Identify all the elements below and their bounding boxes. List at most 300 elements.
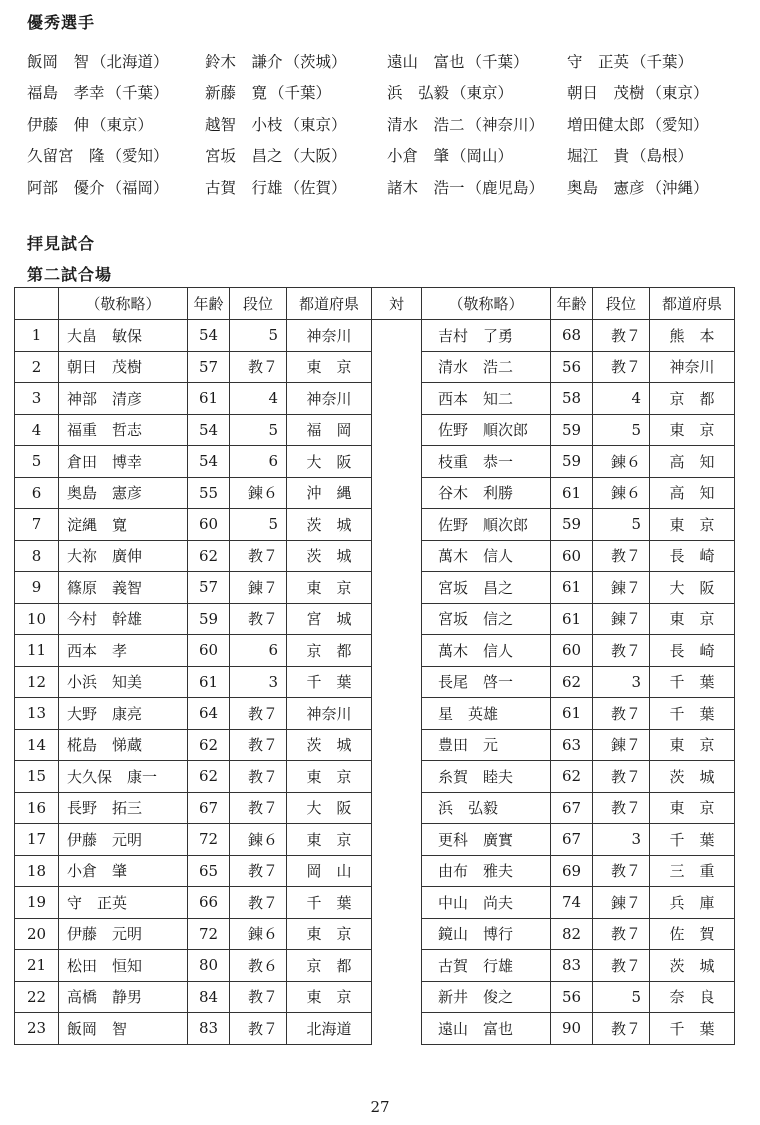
player-name: 清水 浩二 [387, 115, 465, 134]
header-name: （敬称略） [59, 288, 188, 320]
player-name: 長野 拓三 [59, 792, 188, 824]
excellent-players-list [27, 45, 747, 203]
header-rank-opponent: 段位 [593, 288, 650, 320]
table-row [15, 351, 735, 383]
vs-column [372, 824, 422, 856]
player-prefecture: （愛知） [646, 115, 709, 134]
opponent-rank: 教７ [593, 855, 650, 887]
player-name: 増田健太郎 [567, 115, 645, 134]
match-number: 7 [15, 509, 59, 541]
opponent-name: 由布 雅夫 [422, 855, 551, 887]
player-rank: 3 [230, 666, 287, 698]
player-prefecture: 宮 城 [287, 603, 372, 635]
opponent-age: 61 [551, 477, 593, 509]
player-prefecture: （千葉） [466, 52, 529, 71]
match-number: 4 [15, 414, 59, 446]
table-row [15, 320, 735, 352]
player-name: 阿部 優介 [27, 178, 105, 197]
player-prefecture: 茨 城 [287, 509, 372, 541]
opponent-age: 62 [551, 666, 593, 698]
player-prefecture: （佐賀） [284, 178, 347, 197]
player-name: 守 正英 [567, 52, 630, 71]
player-prefecture: 神奈川 [287, 698, 372, 730]
opponent-prefecture: 高 知 [650, 446, 735, 478]
player-age: 84 [188, 981, 230, 1013]
match-number: 18 [15, 855, 59, 887]
player-row [27, 77, 747, 109]
player-name: 福重 哲志 [59, 414, 188, 446]
match-number: 11 [15, 635, 59, 667]
opponent-prefecture: 三 重 [650, 855, 735, 887]
table-row [15, 383, 735, 415]
vs-column [372, 509, 422, 541]
player-name: 朝日 茂樹 [59, 351, 188, 383]
opponent-prefecture: 高 知 [650, 477, 735, 509]
player-rank: 教７ [230, 540, 287, 572]
player-prefecture: 茨 城 [287, 540, 372, 572]
player-name: 神部 清彦 [59, 383, 188, 415]
excellent-players-title: 優秀選手 [27, 13, 96, 32]
opponent-age: 82 [551, 918, 593, 950]
player-age: 65 [188, 855, 230, 887]
player-prefecture: 東 京 [287, 351, 372, 383]
player-age: 57 [188, 572, 230, 604]
table-row [15, 635, 735, 667]
player-row [27, 45, 747, 77]
player-name: 奥島 憲彦 [59, 477, 188, 509]
vs-column [372, 887, 422, 919]
match-number: 22 [15, 981, 59, 1013]
opponent-age: 61 [551, 603, 593, 635]
vs-column [372, 666, 422, 698]
opponent-prefecture: 茨 城 [650, 761, 735, 793]
player-prefecture: （千葉） [106, 84, 169, 103]
player-name: 小浜 知美 [59, 666, 188, 698]
opponent-prefecture: 兵 庫 [650, 887, 735, 919]
player-rank: 教７ [230, 351, 287, 383]
player-age: 60 [188, 509, 230, 541]
opponent-rank: 錬６ [593, 446, 650, 478]
player-age: 62 [188, 761, 230, 793]
player-name: 遠山 富也 [387, 52, 465, 71]
header-prefecture-opponent: 都道府県 [650, 288, 735, 320]
player-age: 54 [188, 446, 230, 478]
player-prefecture: （千葉） [631, 52, 694, 71]
opponent-prefecture: 長 崎 [650, 540, 735, 572]
opponent-name: 佐野 順次郎 [422, 509, 551, 541]
opponent-age: 62 [551, 761, 593, 793]
opponent-rank: 3 [593, 824, 650, 856]
player-rank: 教７ [230, 729, 287, 761]
opponent-prefecture: 東 京 [650, 414, 735, 446]
player-age: 72 [188, 918, 230, 950]
player-entry [205, 81, 387, 103]
opponent-name: 新井 俊之 [422, 981, 551, 1013]
player-name: 伊藤 元明 [59, 824, 188, 856]
vs-column [372, 698, 422, 730]
player-name: 大久保 康一 [59, 761, 188, 793]
opponent-rank: 教７ [593, 698, 650, 730]
vs-column [372, 1013, 422, 1045]
player-prefecture: 千 葉 [287, 887, 372, 919]
opponent-name: 豊田 元 [422, 729, 551, 761]
player-name: 古賀 行雄 [205, 178, 283, 197]
vs-column [372, 950, 422, 982]
opponent-age: 60 [551, 635, 593, 667]
player-prefecture: （神奈川） [466, 115, 545, 134]
opponent-rank: 錬７ [593, 887, 650, 919]
player-row [27, 140, 747, 172]
vs-column [372, 414, 422, 446]
player-age: 55 [188, 477, 230, 509]
player-rank: 錬６ [230, 477, 287, 509]
opponent-prefecture: 奈 良 [650, 981, 735, 1013]
player-prefecture: （東京） [91, 115, 154, 134]
player-prefecture: （鹿児島） [466, 178, 545, 197]
player-rank: 6 [230, 635, 287, 667]
player-prefecture: （島根） [631, 147, 694, 166]
player-name: 松田 恒知 [59, 950, 188, 982]
match-number: 3 [15, 383, 59, 415]
player-name: 今村 幹雄 [59, 603, 188, 635]
opponent-name: 西本 知二 [422, 383, 551, 415]
player-age: 72 [188, 824, 230, 856]
opponent-rank: 錬７ [593, 729, 650, 761]
vs-column [372, 603, 422, 635]
player-name: 堀江 貴 [567, 147, 630, 166]
opponent-name: 浜 弘毅 [422, 792, 551, 824]
match-number: 16 [15, 792, 59, 824]
player-rank: 5 [230, 320, 287, 352]
vs-column [372, 572, 422, 604]
opponent-name: 谷木 利勝 [422, 477, 551, 509]
player-age: 66 [188, 887, 230, 919]
player-rank: 6 [230, 446, 287, 478]
player-name: 小倉 肇 [387, 147, 450, 166]
player-rank: 教７ [230, 761, 287, 793]
player-row [27, 108, 747, 140]
opponent-name: 宮坂 信之 [422, 603, 551, 635]
player-name: 伊藤 元明 [59, 918, 188, 950]
player-prefecture: 沖 縄 [287, 477, 372, 509]
opponent-age: 61 [551, 572, 593, 604]
table-row [15, 792, 735, 824]
player-entry [387, 81, 567, 103]
opponent-rank: 5 [593, 509, 650, 541]
player-entry [27, 176, 205, 198]
player-entry [27, 144, 205, 166]
player-prefecture: 千 葉 [287, 666, 372, 698]
player-name: 久留宮 隆 [27, 147, 105, 166]
opponent-age: 63 [551, 729, 593, 761]
player-prefecture: 神奈川 [287, 383, 372, 415]
player-name: 越智 小枝 [205, 115, 283, 134]
player-rank: 教７ [230, 792, 287, 824]
player-prefecture: 茨 城 [287, 729, 372, 761]
player-name: 椛島 悌蔵 [59, 729, 188, 761]
player-name: 高橋 静男 [59, 981, 188, 1013]
opponent-name: 吉村 了勇 [422, 320, 551, 352]
player-rank: 教７ [230, 1013, 287, 1045]
match-number: 21 [15, 950, 59, 982]
opponent-prefecture: 神奈川 [650, 351, 735, 383]
header-number [15, 288, 59, 320]
opponent-rank: 3 [593, 666, 650, 698]
match-number: 2 [15, 351, 59, 383]
opponent-name: 枝重 恭一 [422, 446, 551, 478]
opponent-name: 中山 尚夫 [422, 887, 551, 919]
vs-column [372, 761, 422, 793]
player-prefecture: 京 都 [287, 950, 372, 982]
table-row [15, 950, 735, 982]
player-age: 60 [188, 635, 230, 667]
vs-column [372, 383, 422, 415]
opponent-prefecture: 熊 本 [650, 320, 735, 352]
player-name: 新藤 寛 [205, 84, 268, 103]
opponent-age: 69 [551, 855, 593, 887]
player-prefecture: 神奈川 [287, 320, 372, 352]
opponent-rank: 教７ [593, 918, 650, 950]
vs-column [372, 351, 422, 383]
opponent-name: 萬木 信人 [422, 540, 551, 572]
table-row [15, 698, 735, 730]
opponent-rank: 4 [593, 383, 650, 415]
match-number: 12 [15, 666, 59, 698]
header-rank: 段位 [230, 288, 287, 320]
player-prefecture: （沖縄） [646, 178, 709, 197]
player-rank: 教７ [230, 603, 287, 635]
player-prefecture: 東 京 [287, 824, 372, 856]
opponent-age: 56 [551, 981, 593, 1013]
opponent-name: 長尾 啓一 [422, 666, 551, 698]
player-prefecture: （東京） [646, 84, 709, 103]
opponent-name: 清水 浩二 [422, 351, 551, 383]
player-age: 62 [188, 540, 230, 572]
opponent-name: 古賀 行雄 [422, 950, 551, 982]
vs-column [372, 477, 422, 509]
player-name: 伊藤 伸 [27, 115, 90, 134]
player-entry [567, 144, 747, 166]
player-age: 64 [188, 698, 230, 730]
opponent-rank: 教７ [593, 320, 650, 352]
table-row [15, 477, 735, 509]
table-row [15, 446, 735, 478]
opponent-rank: 教７ [593, 351, 650, 383]
opponent-name: 佐野 順次郎 [422, 414, 551, 446]
opponent-name: 星 英雄 [422, 698, 551, 730]
player-entry [387, 176, 567, 198]
player-entry [567, 81, 747, 103]
opponent-rank: 錬７ [593, 603, 650, 635]
opponent-rank: 錬７ [593, 572, 650, 604]
player-prefecture: 東 京 [287, 572, 372, 604]
opponent-prefecture: 大 阪 [650, 572, 735, 604]
player-prefecture: （東京） [451, 84, 514, 103]
player-name: 西本 孝 [59, 635, 188, 667]
match-table [14, 287, 735, 1045]
player-name: 大野 康亮 [59, 698, 188, 730]
table-row [15, 572, 735, 604]
match-number: 9 [15, 572, 59, 604]
table-row [15, 729, 735, 761]
vs-column [372, 320, 422, 352]
opponent-prefecture: 佐 賀 [650, 918, 735, 950]
table-row [15, 981, 735, 1013]
opponent-age: 83 [551, 950, 593, 982]
table-row [15, 414, 735, 446]
table-row [15, 666, 735, 698]
opponent-age: 67 [551, 824, 593, 856]
player-entry [27, 50, 205, 72]
player-entry [27, 81, 205, 103]
player-entry [387, 144, 567, 166]
player-entry [205, 176, 387, 198]
opponent-prefecture: 京 都 [650, 383, 735, 415]
player-prefecture: 北海道 [287, 1013, 372, 1045]
opponent-age: 68 [551, 320, 593, 352]
opponent-prefecture: 千 葉 [650, 824, 735, 856]
player-entry [567, 176, 747, 198]
opponent-age: 58 [551, 383, 593, 415]
table-row [15, 918, 735, 950]
player-name: 篠原 義智 [59, 572, 188, 604]
table-header-row [15, 288, 735, 320]
opponent-rank: 教７ [593, 540, 650, 572]
match-number: 19 [15, 887, 59, 919]
vs-column [372, 540, 422, 572]
opponent-prefecture: 千 葉 [650, 1013, 735, 1045]
player-age: 57 [188, 351, 230, 383]
player-name: 倉田 博幸 [59, 446, 188, 478]
player-prefecture: 東 京 [287, 981, 372, 1013]
table-row [15, 855, 735, 887]
player-prefecture: 岡 山 [287, 855, 372, 887]
exhibition-match-title: 拝見試合 [27, 234, 96, 253]
vs-column [372, 918, 422, 950]
match-number: 8 [15, 540, 59, 572]
opponent-prefecture: 茨 城 [650, 950, 735, 982]
opponent-name: 萬木 信人 [422, 635, 551, 667]
player-row [27, 171, 747, 203]
player-name: 諸木 浩一 [387, 178, 465, 197]
player-prefecture: （大阪） [284, 147, 347, 166]
opponent-name: 鏡山 博行 [422, 918, 551, 950]
player-name: 淀縄 寛 [59, 509, 188, 541]
player-prefecture: （岡山） [451, 147, 514, 166]
match-number: 10 [15, 603, 59, 635]
player-name: 奥島 憲彦 [567, 178, 645, 197]
opponent-prefecture: 長 崎 [650, 635, 735, 667]
player-age: 61 [188, 383, 230, 415]
player-rank: 錬７ [230, 572, 287, 604]
player-age: 67 [188, 792, 230, 824]
player-rank: 教７ [230, 855, 287, 887]
match-number: 6 [15, 477, 59, 509]
match-number: 14 [15, 729, 59, 761]
player-rank: 錬６ [230, 918, 287, 950]
player-age: 80 [188, 950, 230, 982]
match-number: 15 [15, 761, 59, 793]
table-row [15, 509, 735, 541]
match-number: 23 [15, 1013, 59, 1045]
match-number: 5 [15, 446, 59, 478]
header-prefecture: 都道府県 [287, 288, 372, 320]
player-prefecture: （福岡） [106, 178, 169, 197]
table-row [15, 761, 735, 793]
second-arena-title: 第二試合場 [27, 265, 113, 284]
vs-column [372, 792, 422, 824]
player-age: 83 [188, 1013, 230, 1045]
player-age: 54 [188, 414, 230, 446]
header-age: 年齢 [188, 288, 230, 320]
opponent-prefecture: 東 京 [650, 792, 735, 824]
opponent-rank: 教７ [593, 792, 650, 824]
player-name: 浜 弘毅 [387, 84, 450, 103]
player-name: 福島 孝幸 [27, 84, 105, 103]
opponent-age: 56 [551, 351, 593, 383]
opponent-age: 67 [551, 792, 593, 824]
player-prefecture: （愛知） [106, 147, 169, 166]
opponent-name: 遠山 富也 [422, 1013, 551, 1045]
opponent-name: 宮坂 昌之 [422, 572, 551, 604]
player-rank: 教７ [230, 698, 287, 730]
player-prefecture: 大 阪 [287, 446, 372, 478]
player-prefecture: （千葉） [269, 84, 332, 103]
player-name: 大畠 敏保 [59, 320, 188, 352]
player-rank: 4 [230, 383, 287, 415]
player-entry [27, 113, 205, 135]
player-rank: 5 [230, 509, 287, 541]
opponent-rank: 5 [593, 981, 650, 1013]
match-number: 13 [15, 698, 59, 730]
opponent-prefecture: 東 京 [650, 603, 735, 635]
player-entry [387, 50, 567, 72]
player-entry [205, 144, 387, 166]
player-age: 54 [188, 320, 230, 352]
opponent-age: 59 [551, 414, 593, 446]
opponent-age: 90 [551, 1013, 593, 1045]
opponent-name: 更科 廣實 [422, 824, 551, 856]
player-name: 宮坂 昌之 [205, 147, 283, 166]
opponent-name: 糸賀 睦夫 [422, 761, 551, 793]
opponent-prefecture: 千 葉 [650, 698, 735, 730]
player-name: 大祢 廣伸 [59, 540, 188, 572]
opponent-prefecture: 千 葉 [650, 666, 735, 698]
player-prefecture: 東 京 [287, 761, 372, 793]
opponent-rank: 教７ [593, 761, 650, 793]
opponent-age: 59 [551, 509, 593, 541]
header-age-opponent: 年齢 [551, 288, 593, 320]
player-entry [205, 113, 387, 135]
player-name: 鈴木 謙介 [205, 52, 283, 71]
vs-column [372, 446, 422, 478]
table-row [15, 603, 735, 635]
player-name: 守 正英 [59, 887, 188, 919]
opponent-age: 61 [551, 698, 593, 730]
table-row [15, 887, 735, 919]
table-row [15, 540, 735, 572]
opponent-prefecture: 東 京 [650, 729, 735, 761]
player-name: 小倉 肇 [59, 855, 188, 887]
player-name: 飯岡 智 [59, 1013, 188, 1045]
vs-column [372, 855, 422, 887]
vs-column [372, 729, 422, 761]
vs-column [372, 981, 422, 1013]
player-entry [567, 113, 747, 135]
player-age: 61 [188, 666, 230, 698]
opponent-rank: 教７ [593, 1013, 650, 1045]
match-number: 1 [15, 320, 59, 352]
